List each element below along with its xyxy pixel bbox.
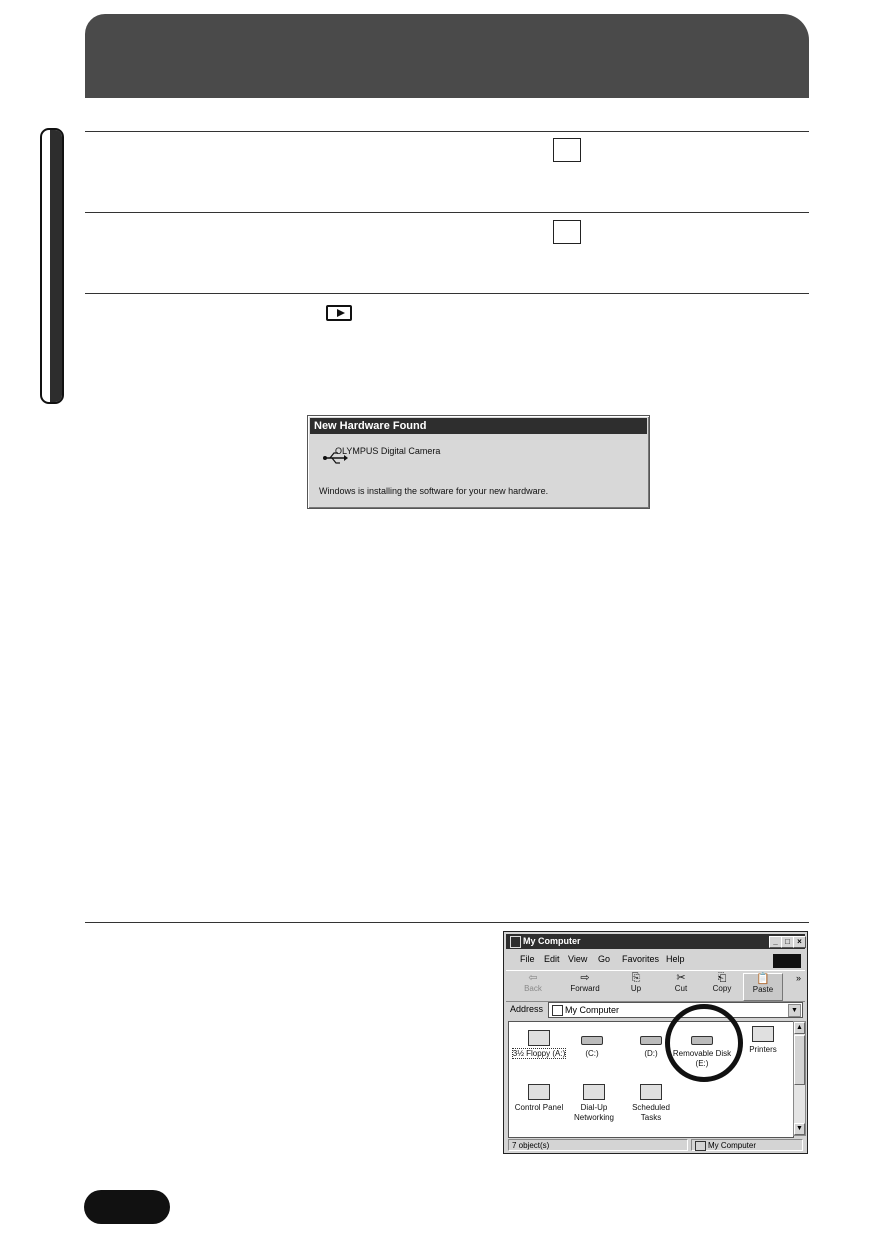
playback-icon — [326, 305, 352, 321]
item-label: (C:) — [585, 1049, 599, 1058]
paste-label: Paste — [752, 985, 774, 994]
highlight-circle — [665, 1004, 743, 1082]
section-rule — [85, 293, 809, 294]
computer-icon — [510, 936, 521, 948]
paste-icon: 📋 — [756, 973, 770, 985]
menu-go[interactable]: Go — [598, 954, 611, 964]
menu-view[interactable]: View — [568, 954, 588, 964]
menu-edit[interactable]: Edit — [544, 954, 560, 964]
dial-up-icon — [583, 1084, 605, 1100]
paste-button[interactable] — [743, 973, 783, 1001]
status-location — [691, 1139, 803, 1151]
drive-floppy-a[interactable] — [509, 1030, 569, 1059]
drive-c[interactable] — [562, 1030, 622, 1059]
file-view — [508, 1021, 794, 1138]
address-dropdown-button[interactable]: ▼ — [788, 1004, 801, 1017]
scroll-thumb[interactable] — [794, 1035, 805, 1085]
scroll-down-button[interactable]: ▼ — [794, 1123, 805, 1135]
item-label: Removable Disk (E:) — [672, 1049, 732, 1068]
chapter-header-band — [85, 14, 809, 98]
maximize-button[interactable]: □ — [781, 936, 794, 948]
up-button[interactable] — [617, 973, 655, 999]
device-name: OLYMPUS Digital Camera — [335, 446, 441, 456]
copy-label: Copy — [712, 984, 732, 993]
scissors-icon: ✂ — [676, 972, 686, 984]
forward-label: Forward — [570, 984, 600, 993]
item-label: Printers — [749, 1045, 777, 1054]
my-computer-window — [503, 931, 808, 1154]
window-title: My Computer — [523, 936, 581, 946]
control-panel-icon — [528, 1084, 550, 1100]
window-title-bar[interactable] — [506, 934, 805, 949]
menu-favorites[interactable]: Favorites — [622, 954, 660, 964]
section-rule — [85, 131, 809, 132]
cut-label: Cut — [674, 984, 688, 993]
up-label: Up — [630, 984, 642, 993]
folder-control-panel[interactable] — [509, 1084, 569, 1113]
item-label: (D:) — [644, 1049, 658, 1058]
menu-bar — [506, 951, 805, 969]
status-object-count: 7 object(s) — [508, 1139, 688, 1151]
status-bar — [506, 1139, 805, 1152]
folder-dial-up[interactable] — [564, 1084, 624, 1123]
back-button[interactable] — [514, 973, 552, 999]
dialog-message: Windows is installing the software for your new hardware. — [319, 486, 549, 496]
toolbar-more-chevron[interactable]: » — [795, 973, 801, 983]
back-arrow-icon: ⇦ — [528, 972, 538, 984]
copy-button[interactable] — [703, 973, 741, 999]
cut-button[interactable] — [662, 973, 700, 999]
forward-arrow-icon: ⇨ — [580, 972, 590, 984]
dialog-title: New Hardware Found — [310, 418, 647, 434]
toolbar — [506, 970, 805, 1002]
hard-drive-icon — [640, 1036, 662, 1045]
floppy-drive-icon — [528, 1030, 550, 1046]
item-label: Control Panel — [514, 1103, 564, 1112]
menu-help[interactable]: Help — [666, 954, 685, 964]
item-label: Dial-Up Networking — [573, 1103, 614, 1122]
copy-icon: ⎗ — [717, 972, 727, 984]
page-number-badge — [84, 1190, 170, 1224]
status-location-text: My Computer — [708, 1141, 757, 1150]
back-label: Back — [524, 984, 542, 993]
address-value: My Computer — [565, 1005, 620, 1015]
minimize-button[interactable]: _ — [769, 936, 782, 948]
up-folder-icon: ⎘ — [631, 972, 641, 984]
new-hardware-dialog — [307, 415, 650, 509]
hard-drive-icon — [581, 1036, 603, 1045]
menu-file[interactable]: File — [520, 954, 535, 964]
address-bar — [506, 1001, 805, 1019]
scroll-up-button[interactable]: ▲ — [794, 1022, 805, 1034]
printers-folder-icon — [752, 1026, 774, 1042]
address-label: Address — [510, 1004, 544, 1014]
side-index-tab — [40, 128, 64, 404]
reference-box — [553, 220, 581, 244]
item-label: Scheduled Tasks — [632, 1103, 670, 1122]
close-button[interactable]: × — [793, 936, 806, 948]
computer-icon — [552, 1005, 563, 1016]
section-rule — [85, 212, 809, 213]
reference-box — [553, 138, 581, 162]
windows-logo-icon — [773, 954, 801, 968]
computer-icon — [695, 1141, 706, 1151]
section-rule — [85, 922, 809, 923]
vertical-scrollbar[interactable] — [793, 1021, 806, 1136]
scheduled-tasks-icon — [640, 1084, 662, 1100]
folder-scheduled-tasks[interactable] — [621, 1084, 681, 1123]
item-label: 3½ Floppy (A:) — [512, 1049, 566, 1058]
forward-button[interactable] — [566, 973, 604, 999]
